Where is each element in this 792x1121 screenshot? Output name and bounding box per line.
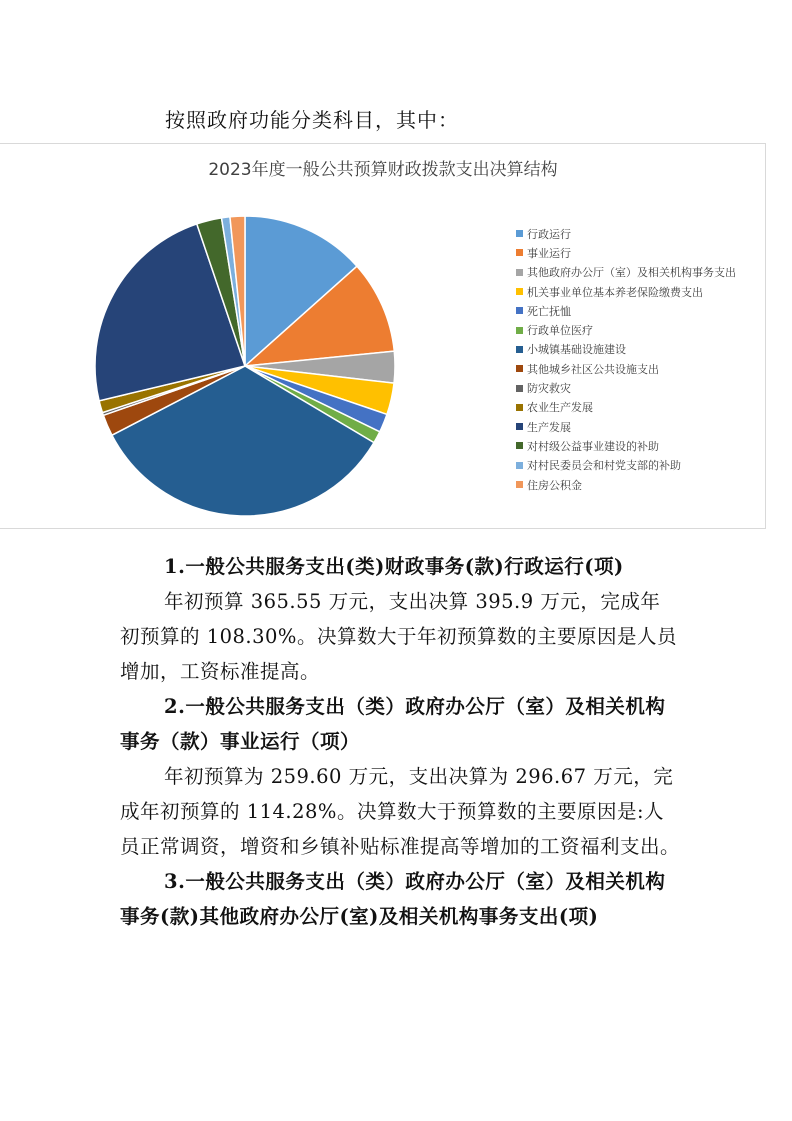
legend-label: 对村民委员会和村党支部的补助 [527,459,681,473]
legend-label: 行政运行 [527,227,571,241]
legend-item-8 [516,359,736,378]
legend-label: 对村级公益事业建设的补助 [527,439,659,453]
legend-item-12 [516,436,736,455]
legend-swatch [516,249,523,256]
legend-label: 防灾救灾 [527,382,571,396]
legend-label: 农业生产发展 [527,401,593,415]
section-3-heading: 3.一般公共服务支出（类）政府办公厅（室）及相关机构事务(款)其他政府办公厅(室)及相关机构事务支出(项) [120,870,666,928]
legend-swatch [516,307,523,314]
section-1-heading: 1.一般公共服务支出(类)财政事务(款)行政运行(项) [164,555,624,578]
legend-item-1 [516,224,736,243]
legend-item-2 [516,243,736,262]
legend-item-3 [516,263,736,282]
legend-label: 其他政府办公厅（室）及相关机构事务支出 [527,266,736,280]
legend-item-6 [516,320,736,339]
intro-text: 按照政府功能分类科目，其中： [165,108,459,132]
section-1-paragraph: 年初预算 365.55 万元，支出决算 395.9 万元，完成年初预算的 108.30%。决算数大于年初预算数的主要原因是人员增加，工资标准提高。 [120,590,677,683]
legend-item-4 [516,282,736,301]
section-2-heading: 2.一般公共服务支出（类）政府办公厅（室）及相关机构事务（款）事业运行（项） [120,695,666,753]
legend-item-5 [516,301,736,320]
legend-swatch [516,442,523,449]
legend-item-7 [516,340,736,359]
legend-swatch [516,462,523,469]
legend-swatch [516,346,523,353]
legend-swatch [516,365,523,372]
legend-label: 死亡抚恤 [527,304,571,318]
legend-item-11 [516,417,736,436]
legend-label: 住房公积金 [527,478,582,492]
legend-item-9 [516,378,736,397]
legend-swatch [516,404,523,411]
section-2-paragraph: 年初预算为 259.60 万元，支出决算为 296.67 万元，完成年初预算的 114.28%。决算数大于预算数的主要原因是:人员正常调资，增资和乡镇补贴标准提高等增加的工资福利支出。 [120,765,681,858]
legend-swatch [516,481,523,488]
chart-legend [516,224,736,494]
legend-label: 生产发展 [527,420,571,434]
pie-chart [0,143,766,529]
legend-item-10 [516,398,736,417]
legend-item-14 [516,475,736,494]
legend-label: 行政单位医疗 [527,324,593,338]
legend-label: 小城镇基础设施建设 [527,343,626,357]
document-body [120,549,680,934]
legend-swatch [516,327,523,334]
legend-swatch [516,230,523,237]
legend-label: 其他城乡社区公共设施支出 [527,362,659,376]
legend-swatch [516,269,523,276]
legend-label: 事业运行 [527,246,571,260]
legend-item-13 [516,456,736,475]
chart-title: 2023年度一般公共预算财政拨款支出决算结构 [208,160,558,180]
legend-swatch [516,288,523,295]
legend-label: 机关事业单位基本养老保险缴费支出 [527,285,703,299]
legend-swatch [516,423,523,430]
legend-swatch [516,385,523,392]
